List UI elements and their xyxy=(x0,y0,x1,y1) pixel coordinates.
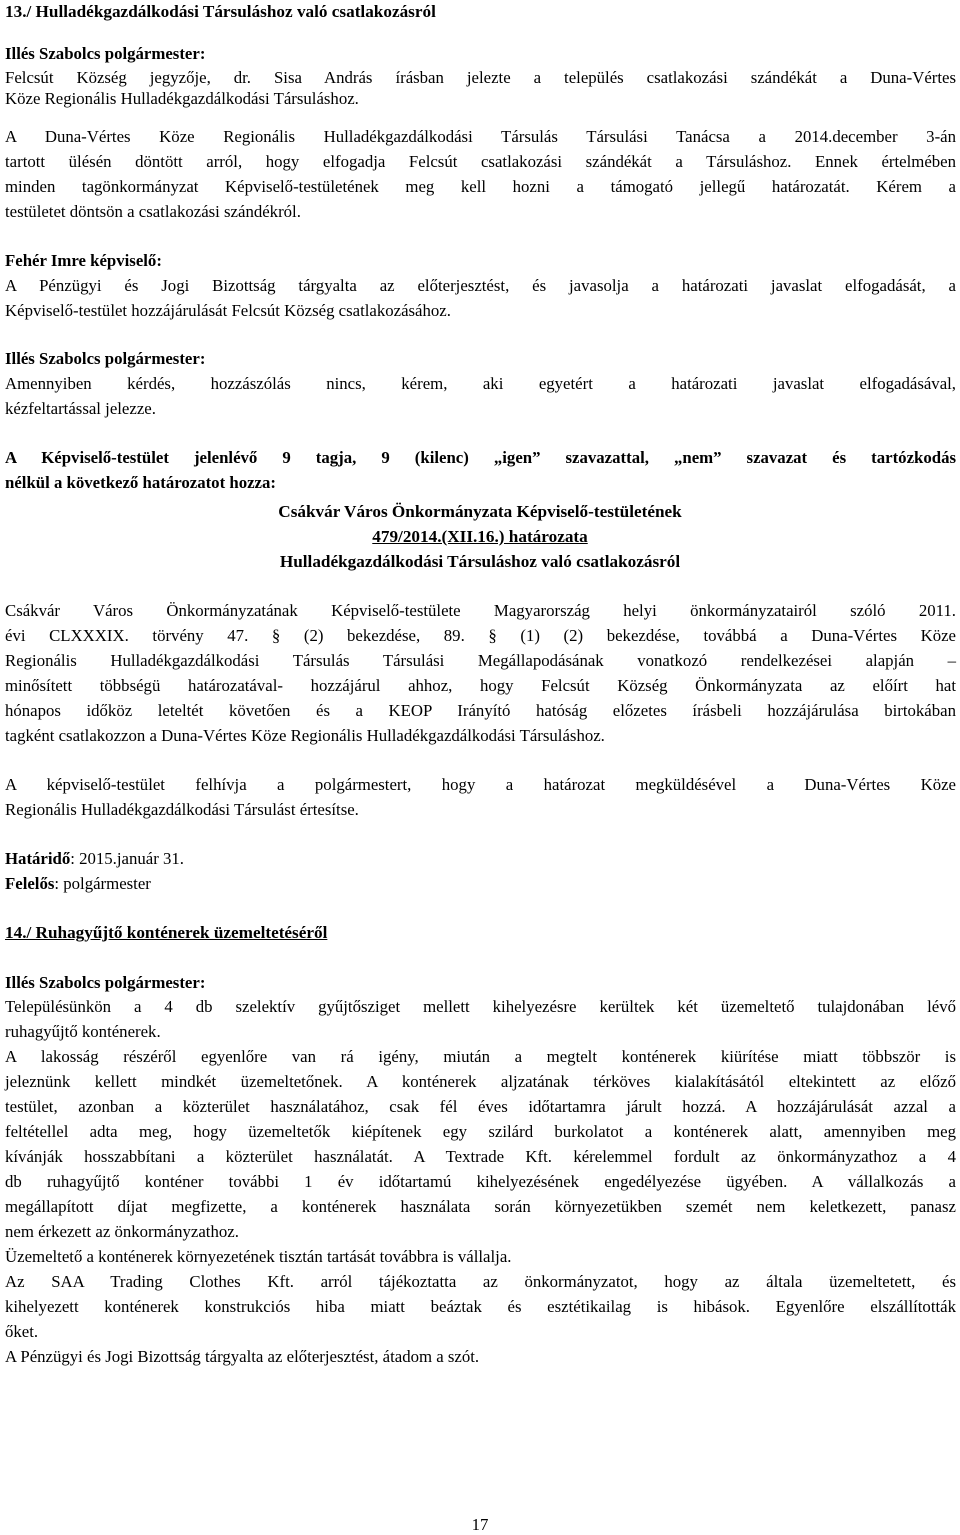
paragraph-line: évi CLXXXIX. törvény 47. § (2) bekezdése, 89. § (1) (2) bekezdése, továbbá a Duna-Vértes Köze xyxy=(5,626,956,645)
paragraph-line: minősített többségü határozatával- hozzájárul ahhoz, hogy Felcsút Község Önkormányzata az előírt hat xyxy=(5,676,956,695)
vote-line: nélkül a következő határozatot hozza: xyxy=(5,473,276,492)
paragraph-line: Felcsút Község jegyzője, dr. Sisa András írásban jelezte a település csatlakozási szándékát a Duna-Vértes xyxy=(5,68,956,87)
paragraph-line: feltétellel adta meg, hogy üzemeltetők kiépítenek egy szilárd burkolatot a konténerek alatt, amennyiben meg xyxy=(5,1122,956,1141)
paragraph-line: tartott ülésén döntött arról, hogy elfogadja Felcsút csatlakozási szándékát a Társuláshoz. Ennek értelmében xyxy=(5,152,956,171)
resolution-number-line xyxy=(0,527,960,547)
deadline-line xyxy=(5,849,956,869)
speaker-label: Illés Szabolcs polgármester: xyxy=(5,44,206,63)
speaker-label: Fehér Imre képviselő: xyxy=(5,251,162,270)
paragraph-line: hónapos időköz leteltét követően és a KEOP Irányító hatóság előzetes írásbeli hozzájárulása birtokában xyxy=(5,701,956,720)
paragraph-line: ruhagyűjtő konténerek. xyxy=(5,1022,161,1041)
paragraph-line: db ruhagyűjtő konténer további 1 év időtartamú kihelyezésének engedélyezése ügyében. A vállalkozás a xyxy=(5,1172,956,1191)
paragraph-line: A Duna-Vértes Köze Regionális Hulladékgazdálkodási Társulás Társulási Tanácsa a 2014.december 3-án xyxy=(5,127,956,146)
deadline-value: : 2015.január 31. xyxy=(70,849,184,868)
paragraph-line: A Pénzügyi és Jogi Bizottság tárgyalta az előterjesztést, és javasolja a határozati javaslat elfogadását, a xyxy=(5,276,956,295)
paragraph-line: Csákvár Város Önkormányzatának Képviselő-testülete Magyarország helyi önkormányzatairól szóló 2011. xyxy=(5,601,956,620)
paragraph-line: őket. xyxy=(5,1322,39,1341)
vote-line: A Képviselő-testület jelenlévő 9 tagja, 9 (kilenc) „igen” szavazattal, „nem” szavazat és tartózkodás xyxy=(5,448,956,467)
speaker-label: Illés Szabolcs polgármester: xyxy=(5,973,206,992)
paragraph-line: testület, azonban a közterület használatához, csak fél éves időtartamra járult hozzá. A hozzájárulását azzal a xyxy=(5,1097,956,1116)
paragraph-line: Az SAA Trading Clothes Kft. arról tájékoztatta az önkormányzatot, hogy az általa üzemeltetett, és xyxy=(5,1272,956,1291)
resolution-title: Csákvár Város Önkormányzata Képviselő-testületének xyxy=(278,502,682,521)
page-number: 17 xyxy=(471,1515,489,1534)
paragraph-line: testületet döntsön a csatlakozási szándékról. xyxy=(5,202,301,221)
speaker-label: Illés Szabolcs polgármester: xyxy=(5,349,206,368)
paragraph-line: Településünkön a 4 db szelektív gyűjtősziget mellett kihelyezésre kerültek két üzemeltető tulajdonában lévő xyxy=(5,997,956,1016)
paragraph-line: Köze Regionális Hulladékgazdálkodási Társuláshoz. xyxy=(5,89,359,108)
paragraph-line: kívánják hosszabbítani a közterület használatát. A Textrade Kft. kérelemmel fordult az önkormányzathoz a 4 xyxy=(5,1147,956,1166)
paragraph-line: Regionális Hulladékgazdálkodási Társulás Társulási Megállapodásának vonatkozó rendelkezései alapján – xyxy=(5,651,956,670)
paragraph-line: Üzemeltető a konténerek környezetének tisztán tartását továbbra is vállalja. xyxy=(5,1247,512,1266)
paragraph-line: jeleznünk kellett mindkét üzemeltetőnek. A konténerek aljzatának térköves kialakításától eltekintett az előző xyxy=(5,1072,956,1091)
paragraph-line: A lakosság részéről egyenlőre van rá igény, miután a megtelt konténerek kiürítése miatt többször is xyxy=(5,1047,956,1066)
deadline-label: Határidő xyxy=(5,849,71,868)
paragraph-line: A Pénzügyi és Jogi Bizottság tárgyalta az előterjesztést, átadom a szót. xyxy=(5,1347,480,1366)
paragraph-line: minden tagönkormányzat Képviselő-testületének meg kell hozni a támogató jellegű határozatát. Kérem a xyxy=(5,177,956,196)
resolution-number: 479/2014.(XII.16.) határozata xyxy=(372,527,588,546)
paragraph-line: kézfeltartással jelezze. xyxy=(5,399,156,418)
responsible-value: : polgármester xyxy=(54,874,151,893)
paragraph-line: Amennyiben kérdés, hozzászólás nincs, kérem, aki egyetért a határozati javaslat elfogadásával, xyxy=(5,374,956,393)
paragraph-line: Képviselő-testület hozzájárulását Felcsút Község csatlakozásához. xyxy=(5,301,451,320)
paragraph-line: Regionális Hulladékgazdálkodási Társulást értesítse. xyxy=(5,800,359,819)
section-14-heading-line xyxy=(5,923,956,943)
paragraph-line: A képviselő-testület felhívja a polgármestert, hogy a határozat megküldésével a Duna-Vértes Köze xyxy=(5,775,956,794)
resolution-subject: Hulladékgazdálkodási Társuláshoz való csatlakozásról xyxy=(279,552,681,571)
section-13-heading: 13./ Hulladékgazdálkodási Társuláshoz való csatlakozásról xyxy=(5,2,436,21)
responsible-line xyxy=(5,874,956,894)
paragraph-line: nem érkezett az önkormányzathoz. xyxy=(5,1222,239,1241)
section-14-heading: 14./ Ruhagyűjtő konténerek üzemeltetéséről xyxy=(5,923,328,942)
paragraph-line: kihelyezett konténerek konstrukciós hiba miatt beáztak és esztétikailag is hibások. Egyenlőre elszállították xyxy=(5,1297,956,1316)
paragraph-line: tagként csatlakozzon a Duna-Vértes Köze Regionális Hulladékgazdálkodási Társuláshoz. xyxy=(5,726,605,745)
paragraph-line: megállapított díjat megfizette, a konténerek használata során környezetükben szemét nem keletkezett, panasz xyxy=(5,1197,956,1216)
responsible-label: Felelős xyxy=(5,874,55,893)
